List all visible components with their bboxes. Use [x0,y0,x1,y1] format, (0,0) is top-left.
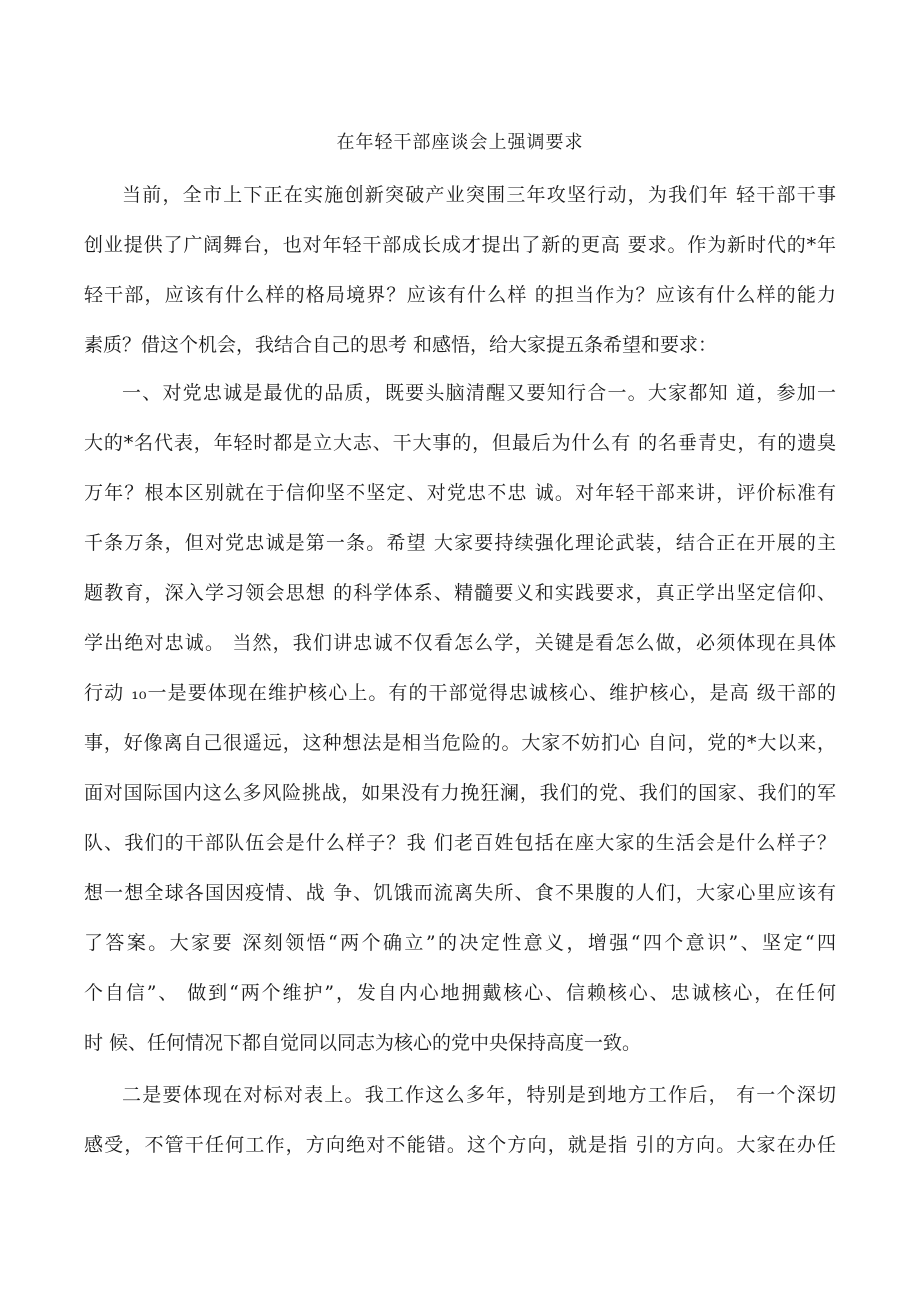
paragraph-intro [84,170,836,370]
paragraph-loyalty [84,368,836,1068]
text-line: 时 候、任何情况下都自觉同以同志为核心的党中央保持高度一致。 [84,1032,642,1054]
text-line: 个自信”、 做到“两个维护”，发自内心地拥戴核心、信赖核心、忠诚核心，在任何 [84,982,836,1004]
text-line: 面对国际国内这么多风险挑战，如果没有力挽狂澜，我们的党、我们的国家、我们的军 [84,782,836,804]
text-line: 了答案。大家要 深刻领悟“两个确立”的决定性意义，增强“四个意识”、坚定“四 [84,932,836,954]
text-line: 素质？借这个机会，我结合自己的思考 和感悟，给大家提五条希望和要求： [84,334,718,356]
text-line: 大的*名代表，年轻时都是立大志、干大事的，但最后为什么有 的名垂青史，有的遗臭 [84,432,836,454]
text-line: 创业提供了广阔舞台，也对年轻干部成长成才提出了新的更高 要求。作为新时代的*年 [84,234,836,256]
text-line: 轻干部，应该有什么样的格局境界？应该有什么样 的担当作为？应该有什么样的能力 [84,284,836,306]
text-line: 感受，不管干任何工作，方向绝对不能错。这个方向，就是指 引的方向。大家在办任 [84,1134,836,1156]
text-line: 一、对党忠诚是最优的品质，既要头脑清醒又要知行合一。大家都知 道，参加一 [122,382,836,404]
text-line: 学出绝对忠诚。 当然，我们讲忠诚不仅看怎么学，关键是看怎么做，必须体现在具体 [84,632,836,654]
text-line: 想一想全球各国因疫情、战 争、饥饿而流离失所、食不果腹的人们，大家心里应该有 [84,882,836,904]
text-line: 事，好像离自己很遥远，这种想法是相当危险的。大家不妨扪心 自问，党的*大以来， [84,732,836,754]
document-title: 在年轻干部座谈会上强调要求 [336,132,584,153]
text-line: 二是要体现在对标对表上。我工作这么多年，特别是到地方工作后， 有一个深切 [122,1084,836,1106]
paragraph-benchmark [84,1070,836,1170]
text-line: 队、我们的干部队伍会是什么样子？我 们老百姓包括在座大家的生活会是什么样子？ [84,832,836,854]
text-line: 万年？根本区别就在于信仰坚不坚定、对党忠不忠 诚。对年轻干部来讲，评价标准有 [84,482,836,504]
text-line: 千条万条，但对党忠诚是第一条。希望 大家要持续强化理论武装，结合正在开展的主 [84,532,836,554]
text-line: 当前，全市上下正在实施创新突破产业突围三年攻坚行动，为我们年 轻干部干事 [122,184,836,206]
text-line: 题教育，深入学习领会思想 的科学体系、精髓要义和实践要求，真正学出坚定信仰、 [84,582,836,604]
text-line: 行动 ₁₀一是要体现在维护核心上。有的干部觉得忠诚核心、维护核心，是高 级干部的 [84,682,836,704]
